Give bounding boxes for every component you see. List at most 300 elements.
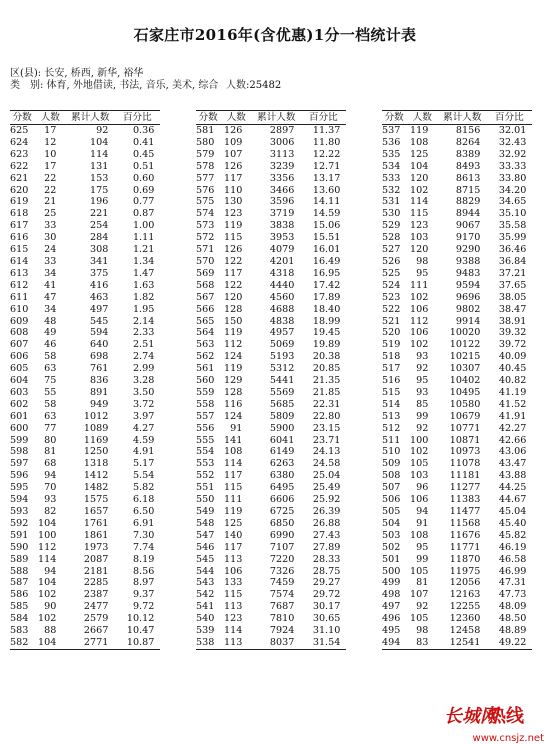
score-cell: 593 — [10, 506, 29, 517]
percent-cell: 17.42 — [312, 279, 341, 291]
table-row — [196, 196, 346, 208]
cumulative-cell: 114 — [90, 148, 109, 160]
cumulative-cell: 6041 — [269, 434, 295, 446]
score-cell: 576 — [196, 184, 215, 196]
percent-cell: 32.43 — [498, 136, 527, 148]
table-row — [196, 137, 346, 149]
percent-cell: 23.71 — [312, 434, 341, 446]
cumulative-cell: 284 — [90, 232, 109, 244]
cumulative-cell: 8156 — [455, 125, 481, 136]
cumulative-cell: 6990 — [269, 529, 295, 541]
percent-cell: 45.40 — [498, 517, 527, 529]
cumulative-cell: 6606 — [269, 494, 295, 506]
table-row — [382, 470, 532, 482]
percent-cell: 0.87 — [132, 208, 155, 220]
table-row — [196, 601, 346, 613]
cumulative-cell: 11383 — [449, 494, 481, 506]
score-cell: 525 — [382, 267, 401, 279]
cumulative-cell: 4560 — [269, 291, 295, 303]
score-cell: 544 — [196, 565, 215, 577]
count-cell: 24 — [44, 244, 57, 256]
table-row — [196, 446, 346, 458]
cumulative-cell: 5569 — [269, 386, 295, 398]
count-cell: 104 — [410, 160, 429, 172]
cumulative-cell: 12255 — [449, 601, 481, 613]
cumulative-cell: 10495 — [449, 386, 481, 398]
score-cell: 588 — [10, 565, 29, 577]
percent-cell: 18.40 — [312, 303, 341, 315]
score-cell: 601 — [10, 410, 29, 422]
cumulative-cell: 2285 — [83, 577, 109, 589]
score-cell: 625 — [10, 125, 29, 136]
cumulative-cell: 10679 — [449, 410, 481, 422]
score-cell: 611 — [10, 291, 29, 303]
table-row — [382, 268, 532, 280]
cumulative-cell: 4957 — [269, 327, 295, 339]
count-cell: 114 — [38, 553, 57, 565]
percent-cell: 14.59 — [312, 208, 341, 220]
table-row — [382, 173, 532, 185]
table-row — [196, 149, 346, 161]
cumulative-cell: 254 — [90, 220, 109, 232]
percent-cell: 2.14 — [132, 315, 155, 327]
cumulative-cell: 11771 — [449, 541, 481, 553]
cumulative-cell: 1412 — [83, 470, 109, 482]
table-row — [196, 351, 346, 363]
count-cell: 30 — [44, 232, 57, 244]
score-cell: 621 — [10, 172, 29, 184]
score-cell: 515 — [382, 386, 401, 398]
cumulative-cell: 11568 — [449, 517, 481, 529]
cumulative-cell: 2579 — [83, 613, 109, 625]
table-row — [382, 399, 532, 411]
score-cell: 545 — [196, 553, 215, 565]
score-cell: 517 — [382, 363, 401, 375]
percent-cell: 2.51 — [132, 339, 155, 351]
score-cell: 499 — [382, 577, 401, 589]
score-cell: 530 — [382, 208, 401, 220]
count-cell: 103 — [410, 470, 429, 482]
percent-cell: 3.50 — [132, 386, 155, 398]
count-cell: 129 — [224, 375, 243, 387]
cumulative-cell: 8715 — [455, 184, 481, 196]
score-cell: 561 — [196, 363, 215, 375]
percent-cell: 40.82 — [498, 375, 527, 387]
col-header-score: 分数 — [196, 111, 220, 125]
percent-cell: 45.04 — [498, 506, 527, 517]
score-cell: 522 — [382, 303, 401, 315]
percent-cell: 43.47 — [498, 458, 527, 470]
count-cell: 108 — [224, 446, 243, 458]
count-cell: 48 — [44, 315, 57, 327]
score-cell: 580 — [196, 136, 215, 148]
count-cell: 112 — [38, 541, 57, 553]
table-row — [382, 542, 532, 554]
percent-cell: 0.69 — [132, 184, 155, 196]
score-cell: 597 — [10, 458, 29, 470]
cumulative-cell: 3719 — [269, 208, 295, 220]
count-cell: 122 — [224, 279, 243, 291]
cumulative-cell: 9483 — [455, 267, 481, 279]
percent-cell: 37.65 — [498, 279, 527, 291]
percent-cell: 48.50 — [498, 613, 527, 625]
percent-cell: 0.51 — [132, 160, 155, 172]
table-row — [10, 530, 160, 542]
score-cell: 565 — [196, 315, 215, 327]
table-row — [10, 601, 160, 613]
count-cell: 109 — [224, 136, 243, 148]
table-row — [10, 173, 160, 185]
percent-cell: 13.17 — [312, 172, 341, 184]
percent-cell: 4.59 — [132, 434, 155, 446]
cumulative-cell: 11078 — [449, 458, 481, 470]
cumulative-cell: 3596 — [269, 196, 295, 208]
cumulative-cell: 104 — [90, 136, 109, 148]
cumulative-cell: 131 — [90, 160, 109, 172]
count-cell: 119 — [224, 220, 243, 232]
score-cell: 575 — [196, 196, 215, 208]
score-cell: 526 — [382, 255, 401, 267]
score-cell: 562 — [196, 351, 215, 363]
table-row — [196, 304, 346, 316]
table-row — [10, 482, 160, 494]
count-cell: 91 — [416, 517, 429, 529]
table-row — [10, 149, 160, 161]
count-cell: 22 — [44, 184, 57, 196]
count-cell: 108 — [410, 529, 429, 541]
cumulative-cell: 2387 — [83, 589, 109, 601]
score-cell: 503 — [382, 529, 401, 541]
count-cell: 58 — [44, 398, 57, 410]
table-row — [196, 435, 346, 447]
count-cell: 106 — [224, 565, 243, 577]
table-row — [382, 363, 532, 375]
score-cell: 590 — [10, 541, 29, 553]
percent-cell: 9.72 — [132, 601, 155, 613]
count-cell: 94 — [416, 506, 429, 517]
count-cell: 119 — [224, 327, 243, 339]
score-cell: 610 — [10, 303, 29, 315]
percent-cell: 35.58 — [498, 220, 527, 232]
count-cell: 117 — [224, 172, 243, 184]
cumulative-cell: 8944 — [455, 208, 481, 220]
table-row — [196, 244, 346, 256]
count-cell: 10 — [44, 148, 57, 160]
score-cell: 531 — [382, 196, 401, 208]
score-cell: 505 — [382, 506, 401, 517]
count-cell: 124 — [224, 410, 243, 422]
percent-cell: 7.30 — [132, 529, 155, 541]
cumulative-cell: 11477 — [449, 506, 481, 517]
cumulative-cell: 6495 — [269, 482, 295, 494]
cumulative-cell: 10580 — [449, 398, 481, 410]
count-cell: 108 — [410, 136, 429, 148]
percent-cell: 3.72 — [132, 398, 155, 410]
cumulative-cell: 1657 — [83, 506, 109, 517]
table-row — [382, 208, 532, 220]
table-row — [10, 244, 160, 256]
table-row — [382, 161, 532, 173]
percent-cell: 15.51 — [312, 232, 341, 244]
cumulative-cell: 1089 — [83, 422, 109, 434]
table-row — [382, 458, 532, 470]
cumulative-cell: 6263 — [269, 458, 295, 470]
count-cell: 126 — [224, 160, 243, 172]
percent-cell: 40.09 — [498, 351, 527, 363]
watermark-url: www.cnsjz.net — [472, 733, 544, 744]
cumulative-cell: 11277 — [449, 482, 481, 494]
count-cell: 110 — [224, 184, 243, 196]
score-cell: 595 — [10, 482, 29, 494]
table-row — [10, 137, 160, 149]
cumulative-cell: 6725 — [269, 506, 295, 517]
percent-cell: 40.45 — [498, 363, 527, 375]
count-cell: 92 — [416, 363, 429, 375]
percent-cell: 46.58 — [498, 553, 527, 565]
table-row — [10, 625, 160, 637]
percent-cell: 6.18 — [132, 494, 155, 506]
percent-cell: 15.06 — [312, 220, 341, 232]
percent-cell: 47.73 — [498, 589, 527, 601]
score-cell: 507 — [382, 482, 401, 494]
score-cell: 602 — [10, 398, 29, 410]
percent-cell: 35.10 — [498, 208, 527, 220]
score-cell: 535 — [382, 148, 401, 160]
percent-cell: 0.36 — [132, 125, 155, 136]
cumulative-cell: 175 — [90, 184, 109, 196]
cumulative-cell: 11870 — [449, 553, 481, 565]
percent-cell: 5.82 — [132, 482, 155, 494]
table-row — [382, 316, 532, 328]
percent-cell: 1.21 — [132, 244, 155, 256]
cumulative-cell: 6850 — [269, 517, 295, 529]
score-cell: 599 — [10, 434, 29, 446]
score-cell: 614 — [10, 255, 29, 267]
count-cell: 117 — [224, 541, 243, 553]
score-cell: 600 — [10, 422, 29, 434]
percent-cell: 24.58 — [312, 458, 341, 470]
table-row — [10, 613, 160, 625]
cumulative-cell: 698 — [90, 351, 109, 363]
cumulative-cell: 4440 — [269, 279, 295, 291]
table-row — [382, 554, 532, 566]
percent-cell: 25.49 — [312, 482, 341, 494]
score-cell: 570 — [196, 255, 215, 267]
table-row — [10, 268, 160, 280]
table-row — [196, 637, 346, 649]
percent-cell: 28.33 — [312, 553, 341, 565]
count-cell: 141 — [224, 434, 243, 446]
count-cell: 91 — [230, 422, 243, 434]
count-cell: 119 — [224, 506, 243, 517]
score-cell: 623 — [10, 148, 29, 160]
cumulative-cell: 10307 — [449, 363, 481, 375]
percent-cell: 36.84 — [498, 255, 527, 267]
count-cell: 128 — [224, 303, 243, 315]
table-row — [10, 577, 160, 589]
percent-cell: 38.05 — [498, 291, 527, 303]
score-cell: 502 — [382, 541, 401, 553]
percent-cell: 9.37 — [132, 589, 155, 601]
cumulative-cell: 12458 — [449, 625, 481, 637]
score-cell: 583 — [10, 625, 29, 637]
cumulative-cell: 8264 — [455, 136, 481, 148]
percent-cell: 22.80 — [312, 410, 341, 422]
percent-cell: 19.45 — [312, 327, 341, 339]
count-cell: 34 — [44, 267, 57, 279]
cumulative-cell: 545 — [90, 315, 109, 327]
cumulative-cell: 1012 — [83, 410, 109, 422]
count-cell: 113 — [224, 601, 243, 613]
table-row — [382, 435, 532, 447]
cumulative-cell: 6380 — [269, 470, 295, 482]
cumulative-cell: 1973 — [83, 541, 109, 553]
table-row — [10, 458, 160, 470]
count-cell: 106 — [410, 327, 429, 339]
count-cell: 98 — [416, 255, 429, 267]
cumulative-cell: 10215 — [449, 351, 481, 363]
score-cell: 564 — [196, 327, 215, 339]
col-header-cumulative: 累计人数 — [438, 111, 486, 125]
cumulative-cell: 497 — [90, 303, 109, 315]
count-cell: 125 — [410, 148, 429, 160]
count-cell: 115 — [224, 589, 243, 601]
col-header-cumulative: 累计人数 — [66, 111, 114, 125]
score-cell: 510 — [382, 446, 401, 458]
cumulative-cell: 3466 — [269, 184, 295, 196]
score-cell: 573 — [196, 220, 215, 232]
score-cell: 607 — [10, 339, 29, 351]
percent-cell: 0.77 — [132, 196, 155, 208]
score-cell: 527 — [382, 244, 401, 256]
cumulative-cell: 7107 — [269, 541, 295, 553]
district-line: 区(县): 长安, 桥西, 新华, 裕华 — [10, 68, 144, 79]
count-cell: 93 — [416, 351, 429, 363]
percent-cell: 26.88 — [312, 517, 341, 529]
table-row — [382, 411, 532, 423]
score-cell: 511 — [382, 434, 401, 446]
count-cell: 88 — [44, 625, 57, 637]
percent-cell: 32.92 — [498, 148, 527, 160]
cumulative-cell: 7220 — [269, 553, 295, 565]
score-cell: 537 — [382, 125, 401, 136]
score-cell: 566 — [196, 303, 215, 315]
table-row — [382, 125, 532, 137]
percent-cell: 28.75 — [312, 565, 341, 577]
cumulative-cell: 12360 — [449, 613, 481, 625]
count-cell: 111 — [410, 279, 429, 291]
percent-cell: 44.25 — [498, 482, 527, 494]
percent-cell: 33.80 — [498, 172, 527, 184]
cumulative-cell: 5312 — [269, 363, 295, 375]
table-row — [10, 375, 160, 387]
percent-cell: 42.66 — [498, 434, 527, 446]
count-cell: 21 — [44, 196, 57, 208]
cumulative-cell: 5809 — [269, 410, 295, 422]
score-cell: 541 — [196, 601, 215, 613]
score-table-2 — [196, 110, 346, 650]
cumulative-cell: 8493 — [455, 160, 481, 172]
percent-cell: 6.50 — [132, 506, 155, 517]
cumulative-cell: 1318 — [83, 458, 109, 470]
score-cell: 619 — [10, 196, 29, 208]
cumulative-cell: 891 — [90, 386, 109, 398]
table-row — [196, 161, 346, 173]
cumulative-cell: 949 — [90, 398, 109, 410]
score-cell: 577 — [196, 172, 215, 184]
percent-cell: 48.09 — [498, 601, 527, 613]
cumulative-cell: 761 — [90, 363, 109, 375]
count-cell: 68 — [44, 458, 57, 470]
table-row — [10, 411, 160, 423]
score-cell: 572 — [196, 232, 215, 244]
table-row — [10, 232, 160, 244]
score-cell: 495 — [382, 625, 401, 637]
score-cell: 551 — [196, 482, 215, 494]
cumulative-cell: 11676 — [449, 529, 481, 541]
percent-cell: 1.11 — [132, 232, 155, 244]
count-cell: 122 — [224, 255, 243, 267]
table-row — [10, 185, 160, 197]
count-cell: 120 — [410, 244, 429, 256]
table-row — [10, 637, 160, 649]
table-row — [10, 399, 160, 411]
count-cell: 17 — [44, 160, 57, 172]
count-cell: 83 — [406, 637, 438, 649]
cumulative-cell: 2181 — [83, 565, 109, 577]
table-row — [382, 589, 532, 601]
cumulative-cell: 7810 — [269, 613, 295, 625]
col-header-count: 人数 — [34, 111, 66, 125]
table-row — [196, 316, 346, 328]
percent-cell: 42.27 — [498, 422, 527, 434]
count-cell: 82 — [44, 506, 57, 517]
table-row — [196, 411, 346, 423]
cumulative-cell: 196 — [90, 196, 109, 208]
table-row — [382, 387, 532, 399]
percent-cell: 41.91 — [498, 410, 527, 422]
percent-cell: 22.31 — [312, 398, 341, 410]
table-row — [10, 208, 160, 220]
count-cell: 105 — [410, 458, 429, 470]
score-cell: 594 — [10, 494, 29, 506]
count-cell: 112 — [224, 339, 243, 351]
score-cell: 553 — [196, 458, 215, 470]
table-row — [382, 351, 532, 363]
cumulative-cell: 7326 — [269, 565, 295, 577]
count-cell: 123 — [224, 613, 243, 625]
table-row — [196, 566, 346, 578]
count-cell: 12 — [44, 136, 57, 148]
cumulative-cell: 4079 — [269, 244, 295, 256]
count-cell: 125 — [224, 517, 243, 529]
percent-cell: 12.22 — [312, 148, 341, 160]
table-row — [10, 327, 160, 339]
count-cell: 115 — [410, 208, 429, 220]
cumulative-cell: 8829 — [455, 196, 481, 208]
percent-cell: 46.19 — [498, 541, 527, 553]
count-cell: 128 — [224, 386, 243, 398]
cumulative-cell: 9170 — [455, 232, 481, 244]
score-cell: 536 — [382, 136, 401, 148]
count-cell: 95 — [416, 375, 429, 387]
table-row — [10, 518, 160, 530]
count-cell: 46 — [44, 339, 57, 351]
table-row — [196, 554, 346, 566]
score-cell: 581 — [196, 125, 215, 136]
table-row — [382, 304, 532, 316]
table-row — [196, 458, 346, 470]
